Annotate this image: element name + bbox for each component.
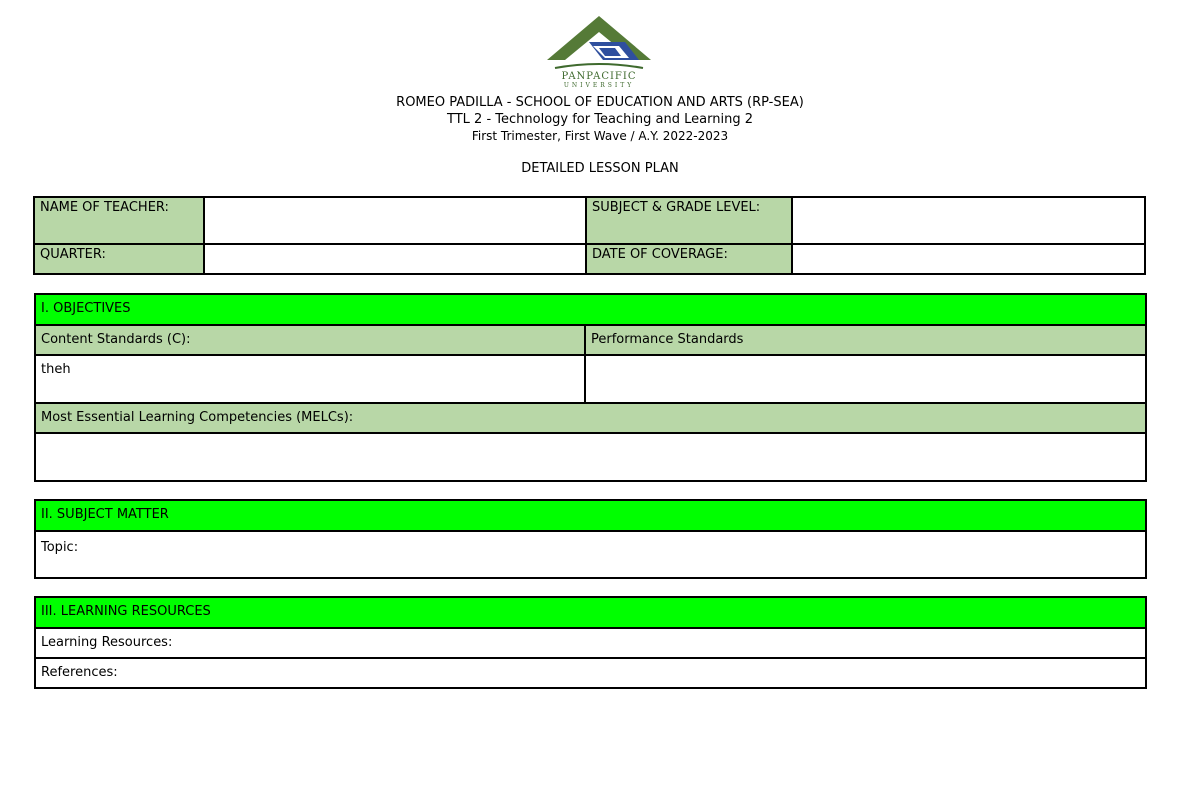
melcs-label: Most Essential Learning Competencies (MELCs):	[35, 403, 1146, 433]
term-line: First Trimester, First Wave / A.Y. 2022-2023	[471, 129, 729, 143]
teacher-field[interactable]	[204, 197, 586, 244]
content-standards-field[interactable]: theh	[35, 355, 585, 403]
topic-field[interactable]: Topic:	[35, 531, 1146, 578]
learning-resources-table	[34, 596, 1147, 689]
content-standards-label: Content Standards (C):	[35, 325, 585, 355]
performance-standards-label: Performance Standards	[585, 325, 1146, 355]
school-name: ROMEO PADILLA - SCHOOL OF EDUCATION AND ARTS (RP-SEA)	[396, 95, 804, 110]
quarter-field[interactable]	[204, 244, 586, 274]
quarter-label: QUARTER:	[34, 244, 204, 274]
logo-line-2: UNIVERSITY	[563, 82, 635, 89]
objectives-header: I. OBJECTIVES	[35, 294, 1146, 325]
teacher-info-table	[33, 196, 1146, 275]
date-coverage-field[interactable]	[792, 244, 1145, 274]
logo-text	[543, 71, 655, 89]
learning-resources-field[interactable]: Learning Resources:	[35, 628, 1146, 658]
learning-resources-header: III. LEARNING RESOURCES	[35, 597, 1146, 628]
subject-matter-header: II. SUBJECT MATTER	[35, 500, 1146, 531]
subject-grade-label: SUBJECT & GRADE LEVEL:	[586, 197, 792, 244]
course-title: TTL 2 - Technology for Teaching and Learning 2	[447, 112, 753, 127]
melcs-field[interactable]	[35, 433, 1146, 481]
subject-grade-field[interactable]	[792, 197, 1145, 244]
date-coverage-label: DATE OF COVERAGE:	[586, 244, 792, 274]
logo-line-1: PANPACIFIC	[561, 71, 637, 82]
objectives-table	[34, 293, 1147, 482]
subject-matter-table	[34, 499, 1147, 579]
teacher-label: NAME OF TEACHER:	[34, 197, 204, 244]
document-title: DETAILED LESSON PLAN	[521, 161, 679, 176]
references-field[interactable]: References:	[35, 658, 1146, 688]
performance-standards-field[interactable]	[585, 355, 1146, 403]
